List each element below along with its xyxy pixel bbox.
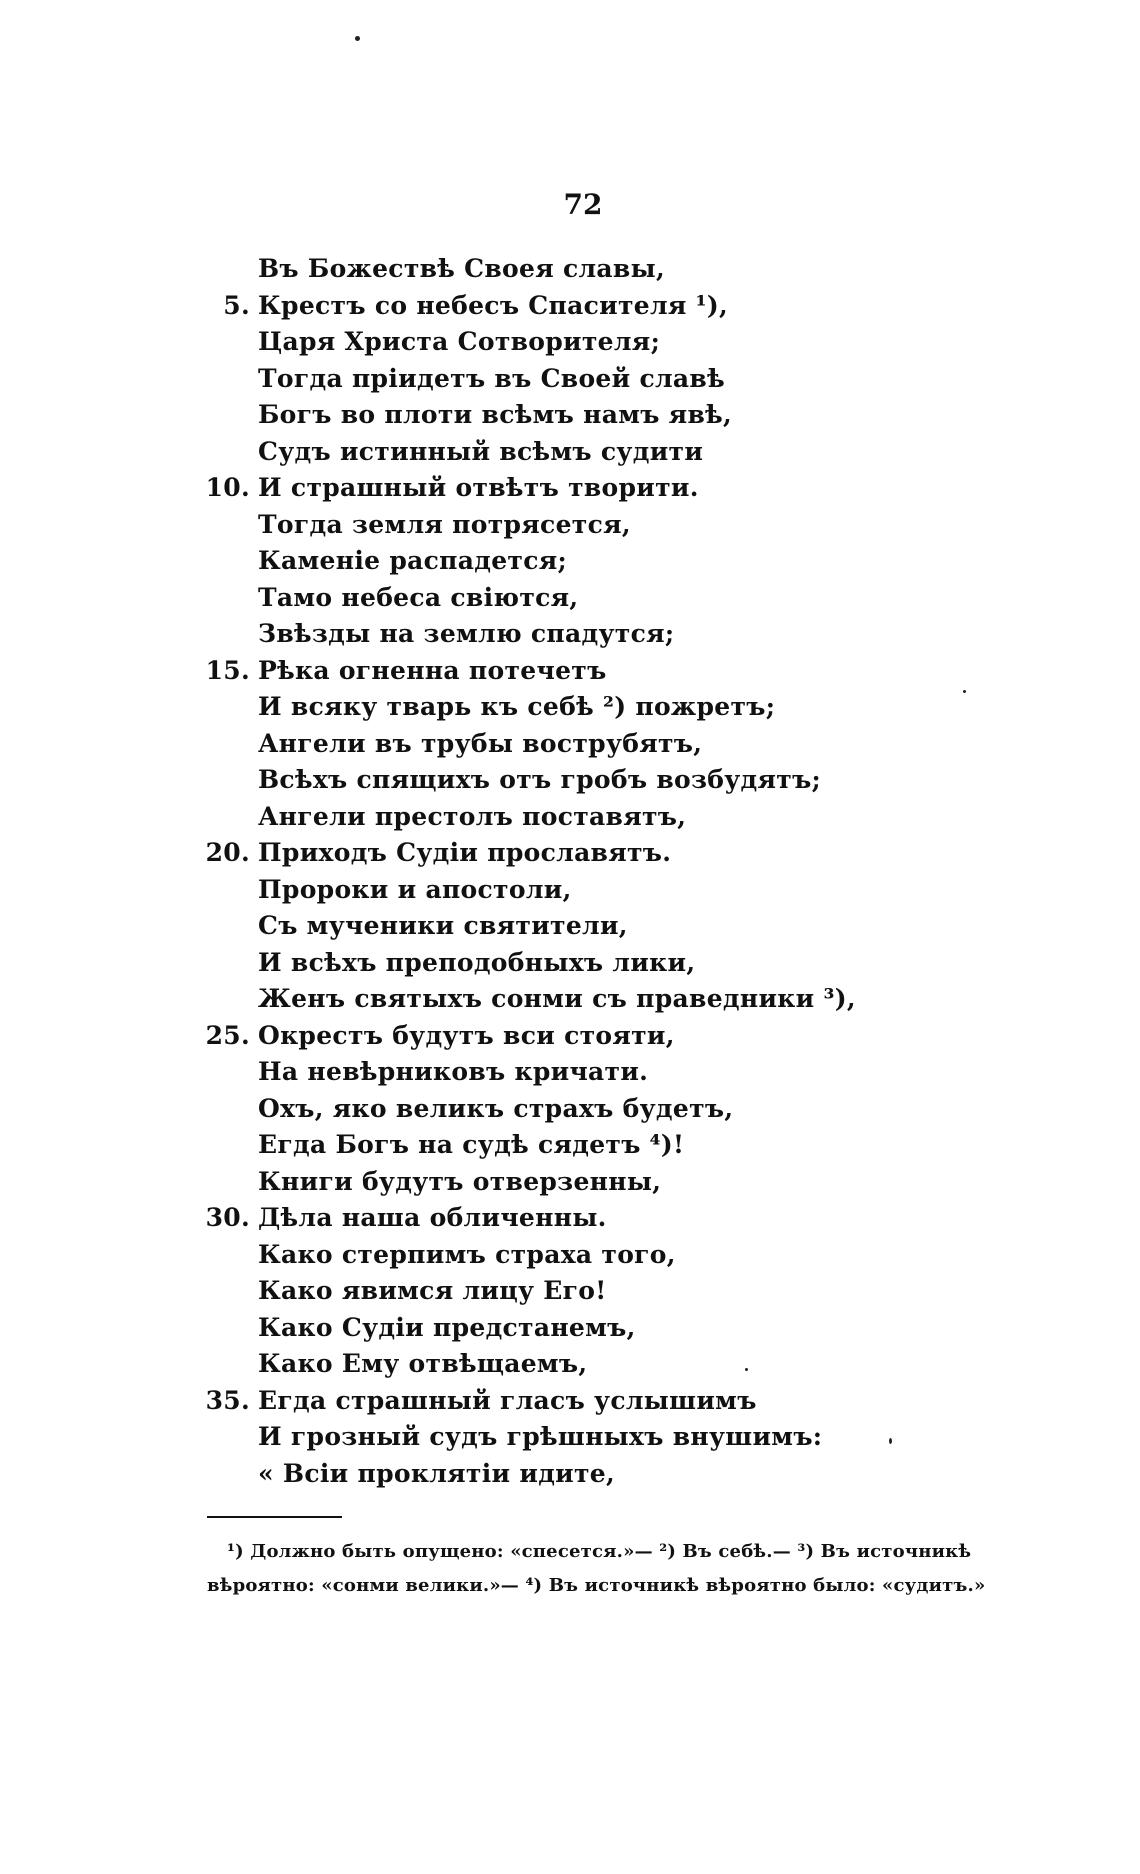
verse-line: [0, 729, 1140, 766]
verse-line: [0, 473, 1140, 510]
verse-line: [0, 1021, 1140, 1058]
line-text: Окрестъ будутъ вси стояти,: [258, 1020, 675, 1050]
line-text: Царя Христа Сотворителя;: [258, 327, 661, 356]
verse-line: [0, 510, 1140, 547]
verse-line: [0, 1240, 1140, 1277]
verse-line: [0, 802, 1140, 839]
verse-line: [0, 1203, 1140, 1240]
line-text: Тогда земля потрясется,: [258, 509, 631, 539]
footnotes: [207, 1535, 1007, 1603]
line-text: Егда Богъ на судѣ сядетъ ⁴)!: [258, 1130, 685, 1159]
footnote-line: вѣроятно: «сонми велики.»— ⁴) Въ источникѣ вѣроятно было: «судитъ.»: [207, 1575, 986, 1596]
verse-line: [0, 1130, 1140, 1167]
verse-line: [0, 1276, 1140, 1313]
verse-line: [0, 911, 1140, 948]
line-text: На невѣрниковъ кричати.: [258, 1057, 649, 1086]
line-text: Како явимся лицу Его!: [258, 1276, 607, 1305]
line-number: 30.: [205, 1203, 250, 1232]
line-text: Како Судіи предстанемъ,: [258, 1312, 636, 1342]
line-text: И всяку тварь къ себѣ ²) пожретъ;: [258, 692, 776, 721]
line-text: Женъ святыхъ сонми съ праведники ³),: [258, 984, 856, 1013]
line-number: 35.: [205, 1385, 250, 1415]
line-text: Ангели престолъ поставятъ,: [258, 801, 687, 831]
verse-line: [0, 546, 1140, 583]
scan-speck: [355, 36, 360, 41]
line-text: Тамо небеса свіются,: [258, 582, 579, 612]
verse-line: [0, 1094, 1140, 1131]
line-text: Тогда пріидетъ въ Своей славѣ: [258, 363, 725, 393]
footnote-divider: [207, 1516, 342, 1518]
line-text: Каменіе распадется;: [258, 546, 568, 575]
verse-line: [0, 948, 1140, 985]
line-text: Крестъ со небесъ Спасителя ¹),: [258, 290, 729, 320]
scan-speck: [963, 690, 966, 693]
line-text: И страшный отвѣтъ творити.: [258, 473, 699, 502]
verse-line: [0, 327, 1140, 364]
line-number: 15.: [205, 655, 250, 685]
line-text: Како Ему отвѣщаемъ,: [258, 1349, 588, 1378]
verse-line: [0, 1349, 1140, 1386]
scan-speck: [889, 1438, 892, 1444]
line-text: Судъ истинный всѣмъ судити: [258, 436, 704, 466]
line-text: Ангели въ трубы вострубятъ,: [258, 728, 703, 758]
line-text: Звѣзды на землю спадутся;: [258, 619, 675, 648]
verse-line: [0, 692, 1140, 729]
line-text: Богъ во плоти всѣмъ намъ явѣ,: [258, 400, 733, 429]
verse-line: [0, 400, 1140, 437]
line-text: Дѣла наша обличенны.: [258, 1203, 607, 1232]
poem-text: [0, 254, 1140, 1495]
verse-line: [0, 254, 1140, 291]
line-number: 20.: [205, 838, 250, 867]
scan-speck: [745, 1368, 748, 1371]
footnote-line: ¹) Должно быть опущено: «спесется.»— ²) Въ себѣ.— ³) Въ источникѣ: [227, 1541, 972, 1562]
line-text: Приходъ Судіи прославятъ.: [258, 838, 672, 867]
verse-line: [0, 1422, 1140, 1459]
verse-line: [0, 1057, 1140, 1094]
line-number: 25.: [205, 1020, 250, 1050]
verse-line: [0, 1313, 1140, 1350]
verse-line: [0, 1459, 1140, 1496]
verse-line: [0, 583, 1140, 620]
line-text: И всѣхъ преподобныхъ лики,: [258, 947, 696, 977]
line-text: Съ мученики святители,: [258, 911, 628, 940]
line-text: Рѣка огненна потечетъ: [258, 655, 607, 685]
line-number: 10.: [205, 473, 250, 502]
line-text: Всѣхъ спящихъ отъ гробъ возбудятъ;: [258, 765, 822, 794]
line-text: « Всіи проклятіи идите,: [258, 1458, 616, 1488]
verse-line: [0, 364, 1140, 401]
line-text: Охъ, яко великъ страхъ будетъ,: [258, 1093, 734, 1123]
line-text: Пророки и апостоли,: [258, 874, 572, 904]
verse-line: [0, 291, 1140, 328]
line-text: Книги будутъ отверзенны,: [258, 1166, 662, 1196]
verse-line: [0, 1167, 1140, 1204]
verse-line: [0, 656, 1140, 693]
page-number: 72: [563, 188, 603, 221]
verse-line: [0, 875, 1140, 912]
line-number: 5.: [223, 290, 250, 320]
verse-line: [0, 619, 1140, 656]
verse-line: [0, 984, 1140, 1021]
line-text: Како стерпимъ страха того,: [258, 1239, 676, 1269]
verse-line: [0, 1386, 1140, 1423]
verse-line: [0, 765, 1140, 802]
line-text: Въ Божествѣ Своея славы,: [258, 254, 665, 283]
verse-line: [0, 838, 1140, 875]
verse-line: [0, 437, 1140, 474]
line-text: И грозный судъ грѣшныхъ внушимъ:: [258, 1422, 823, 1451]
line-text: Егда страшный гласъ услышимъ: [258, 1385, 757, 1415]
